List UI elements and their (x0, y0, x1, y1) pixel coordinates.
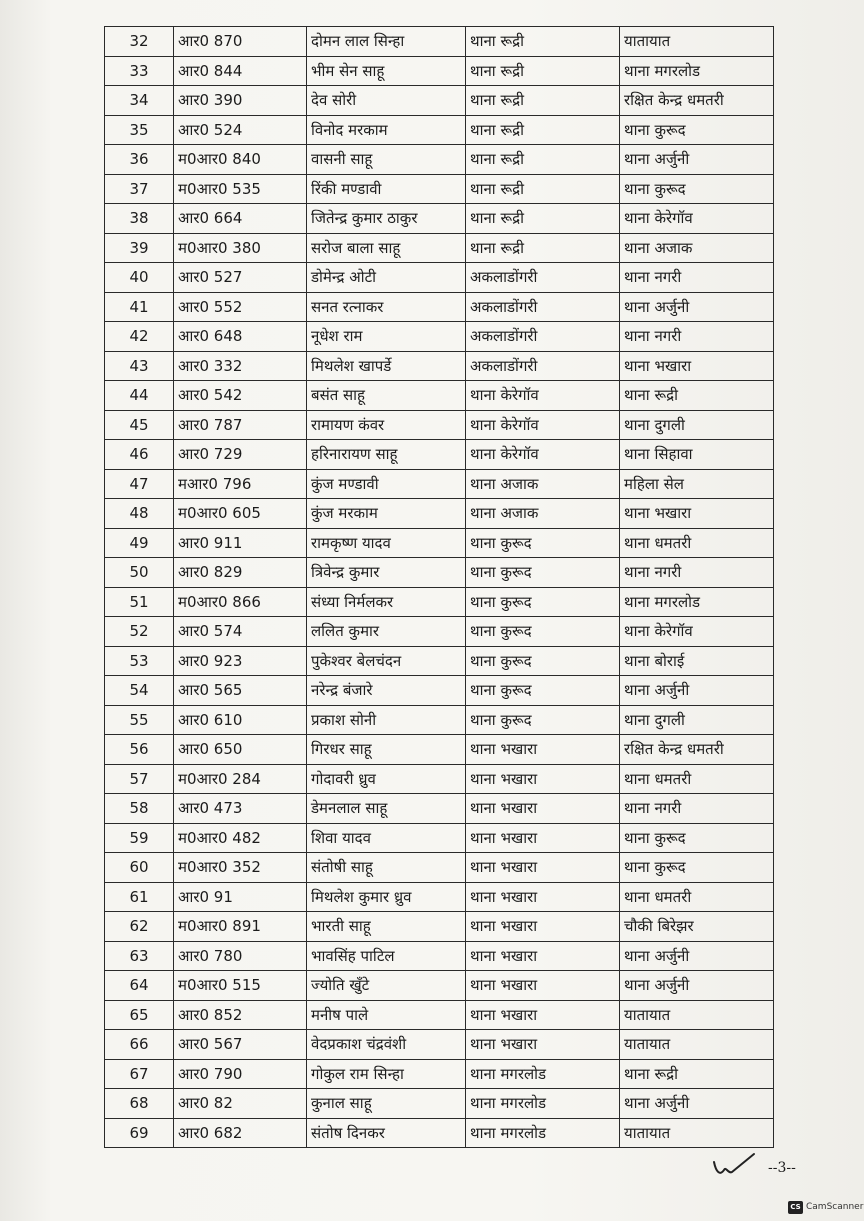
serial-number-cell: 50 (105, 558, 174, 588)
new-posting-cell: थाना भखारा (620, 499, 774, 529)
serial-number-cell: 35 (105, 115, 174, 145)
table-row (105, 27, 774, 57)
table-row (105, 971, 774, 1001)
employee-name-cell: संध्या निर्मलकर (307, 587, 466, 617)
employee-name-cell: डोमेन्द्र ओटी (307, 263, 466, 293)
employee-number-cell: आर0 91 (174, 882, 307, 912)
serial-number-cell: 55 (105, 705, 174, 735)
serial-number-cell: 59 (105, 823, 174, 853)
current-posting-cell: थाना रूद्री (466, 145, 620, 175)
new-posting-cell: थाना बोराई (620, 646, 774, 676)
table-row (105, 1059, 774, 1089)
employee-name-cell: भीम सेन साहू (307, 56, 466, 86)
current-posting-cell: थाना कुरूद (466, 646, 620, 676)
employee-name-cell: ज्योति खुँटे (307, 971, 466, 1001)
new-posting-cell: यातायात (620, 27, 774, 57)
employee-name-cell: शिवा यादव (307, 823, 466, 853)
table-row (105, 499, 774, 529)
serial-number-cell: 43 (105, 351, 174, 381)
current-posting-cell: थाना अजाक (466, 499, 620, 529)
current-posting-cell: थाना केरेगॉव (466, 381, 620, 411)
new-posting-cell: थाना अर्जुनी (620, 292, 774, 322)
new-posting-cell: यातायात (620, 1118, 774, 1148)
employee-name-cell: डेमनलाल साहू (307, 794, 466, 824)
new-posting-cell: थाना कुरूद (620, 115, 774, 145)
new-posting-cell: थाना नगरी (620, 322, 774, 352)
current-posting-cell: थाना रूद्री (466, 174, 620, 204)
employee-name-cell: रिंकी मण्डावी (307, 174, 466, 204)
current-posting-cell: थाना मगरलोड (466, 1089, 620, 1119)
employee-name-cell: गोकुल राम सिन्हा (307, 1059, 466, 1089)
serial-number-cell: 45 (105, 410, 174, 440)
employee-name-cell: रामकृष्ण यादव (307, 528, 466, 558)
employee-name-cell: देव सोरी (307, 86, 466, 116)
employee-number-cell: आर0 82 (174, 1089, 307, 1119)
current-posting-cell: थाना रूद्री (466, 204, 620, 234)
current-posting-cell: अकलाडोंगरी (466, 322, 620, 352)
employee-number-cell: म0आर0 535 (174, 174, 307, 204)
current-posting-cell: थाना भखारा (466, 912, 620, 942)
serial-number-cell: 56 (105, 735, 174, 765)
current-posting-cell: थाना कुरूद (466, 558, 620, 588)
serial-number-cell: 53 (105, 646, 174, 676)
new-posting-cell: थाना कुरूद (620, 823, 774, 853)
employee-number-cell: आर0 473 (174, 794, 307, 824)
current-posting-cell: थाना मगरलोड (466, 1059, 620, 1089)
serial-number-cell: 68 (105, 1089, 174, 1119)
table-row (105, 86, 774, 116)
current-posting-cell: थाना मगरलोड (466, 1118, 620, 1148)
employee-number-cell: म0आर0 891 (174, 912, 307, 942)
employee-name-cell: मनीष पाले (307, 1000, 466, 1030)
employee-number-cell: आर0 542 (174, 381, 307, 411)
table-row (105, 292, 774, 322)
new-posting-cell: थाना अर्जुनी (620, 941, 774, 971)
table-row (105, 794, 774, 824)
employee-name-cell: नूधेश राम (307, 322, 466, 352)
current-posting-cell: थाना कुरूद (466, 587, 620, 617)
table-row (105, 174, 774, 204)
current-posting-cell: थाना भखारा (466, 971, 620, 1001)
employee-number-cell: म0आर0 284 (174, 764, 307, 794)
new-posting-cell: थाना अर्जुनी (620, 145, 774, 175)
employee-number-cell: आर0 332 (174, 351, 307, 381)
employee-name-cell: कुनाल साहू (307, 1089, 466, 1119)
new-posting-cell: थाना अर्जुनी (620, 971, 774, 1001)
table-row (105, 1000, 774, 1030)
serial-number-cell: 37 (105, 174, 174, 204)
employee-name-cell: हरिनारायण साहू (307, 440, 466, 470)
new-posting-cell: महिला सेल (620, 469, 774, 499)
employee-number-cell: आर0 729 (174, 440, 307, 470)
serial-number-cell: 65 (105, 1000, 174, 1030)
current-posting-cell: थाना रूद्री (466, 233, 620, 263)
employee-name-cell: भारती साहू (307, 912, 466, 942)
serial-number-cell: 62 (105, 912, 174, 942)
transfer-table (104, 26, 774, 1148)
new-posting-cell: यातायात (620, 1000, 774, 1030)
table-row (105, 558, 774, 588)
table-row (105, 764, 774, 794)
employee-number-cell: आर0 852 (174, 1000, 307, 1030)
serial-number-cell: 47 (105, 469, 174, 499)
employee-name-cell: मिथलेश कुमार ध्रुव (307, 882, 466, 912)
employee-name-cell: सनत रत्नाकर (307, 292, 466, 322)
table-row (105, 528, 774, 558)
current-posting-cell: थाना कुरूद (466, 528, 620, 558)
employee-name-cell: बसंत साहू (307, 381, 466, 411)
serial-number-cell: 48 (105, 499, 174, 529)
employee-number-cell: आर0 787 (174, 410, 307, 440)
new-posting-cell: रक्षित केन्द्र धमतरी (620, 735, 774, 765)
serial-number-cell: 54 (105, 676, 174, 706)
employee-name-cell: विनोद मरकाम (307, 115, 466, 145)
employee-name-cell: गिरधर साहू (307, 735, 466, 765)
employee-number-cell: आर0 790 (174, 1059, 307, 1089)
employee-name-cell: पुकेश्वर बेलचंदन (307, 646, 466, 676)
table-row (105, 912, 774, 942)
current-posting-cell: अकलाडोंगरी (466, 351, 620, 381)
employee-name-cell: मिथलेश खापर्डे (307, 351, 466, 381)
table-row (105, 322, 774, 352)
employee-number-cell: मआर0 796 (174, 469, 307, 499)
serial-number-cell: 40 (105, 263, 174, 293)
serial-number-cell: 52 (105, 617, 174, 647)
new-posting-cell: थाना धमतरी (620, 882, 774, 912)
serial-number-cell: 46 (105, 440, 174, 470)
table-row (105, 676, 774, 706)
current-posting-cell: थाना केरेगॉव (466, 410, 620, 440)
camscanner-icon: CS (788, 1201, 803, 1214)
current-posting-cell: थाना भखारा (466, 882, 620, 912)
employee-number-cell: आर0 567 (174, 1030, 307, 1060)
current-posting-cell: थाना भखारा (466, 735, 620, 765)
table-row (105, 233, 774, 263)
table-row (105, 381, 774, 411)
serial-number-cell: 34 (105, 86, 174, 116)
employee-name-cell: त्रिवेन्द्र कुमार (307, 558, 466, 588)
employee-number-cell: म0आर0 515 (174, 971, 307, 1001)
employee-name-cell: संतोषी साहू (307, 853, 466, 883)
table-row (105, 440, 774, 470)
new-posting-cell: थाना रूद्री (620, 1059, 774, 1089)
current-posting-cell: थाना केरेगॉव (466, 440, 620, 470)
serial-number-cell: 63 (105, 941, 174, 971)
table-row (105, 263, 774, 293)
new-posting-cell: थाना धमतरी (620, 764, 774, 794)
employee-number-cell: आर0 844 (174, 56, 307, 86)
table-row (105, 351, 774, 381)
employee-name-cell: दोमन लाल सिन्हा (307, 27, 466, 57)
current-posting-cell: थाना रूद्री (466, 56, 620, 86)
serial-number-cell: 44 (105, 381, 174, 411)
new-posting-cell: थाना रूद्री (620, 381, 774, 411)
new-posting-cell: चौकी बिरेझर (620, 912, 774, 942)
table-row (105, 1118, 774, 1148)
table-row (105, 145, 774, 175)
employee-number-cell: आर0 911 (174, 528, 307, 558)
new-posting-cell: थाना अर्जुनी (620, 676, 774, 706)
employee-name-cell: कुंज मरकाम (307, 499, 466, 529)
table-row (105, 735, 774, 765)
employee-name-cell: रामायण कंवर (307, 410, 466, 440)
employee-number-cell: आर0 648 (174, 322, 307, 352)
employee-number-cell: म0आर0 482 (174, 823, 307, 853)
serial-number-cell: 42 (105, 322, 174, 352)
employee-number-cell: आर0 390 (174, 86, 307, 116)
employee-number-cell: आर0 664 (174, 204, 307, 234)
table-row (105, 410, 774, 440)
current-posting-cell: अकलाडोंगरी (466, 292, 620, 322)
serial-number-cell: 67 (105, 1059, 174, 1089)
employee-number-cell: आर0 565 (174, 676, 307, 706)
current-posting-cell: थाना भखारा (466, 1000, 620, 1030)
employee-number-cell: म0आर0 352 (174, 853, 307, 883)
employee-number-cell: आर0 870 (174, 27, 307, 57)
new-posting-cell: थाना नगरी (620, 263, 774, 293)
new-posting-cell: थाना दुगली (620, 705, 774, 735)
new-posting-cell: थाना कुरूद (620, 853, 774, 883)
employee-name-cell: गोदावरी ध्रुव (307, 764, 466, 794)
employee-number-cell: आर0 650 (174, 735, 307, 765)
signature-mark (710, 1148, 760, 1184)
serial-number-cell: 41 (105, 292, 174, 322)
current-posting-cell: थाना रूद्री (466, 27, 620, 57)
employee-number-cell: म0आर0 840 (174, 145, 307, 175)
table-row (105, 469, 774, 499)
table-row (105, 853, 774, 883)
table-row (105, 115, 774, 145)
current-posting-cell: थाना भखारा (466, 764, 620, 794)
current-posting-cell: थाना कुरूद (466, 705, 620, 735)
serial-number-cell: 32 (105, 27, 174, 57)
employee-number-cell: आर0 574 (174, 617, 307, 647)
employee-number-cell: म0आर0 605 (174, 499, 307, 529)
new-posting-cell: थाना भखारा (620, 351, 774, 381)
serial-number-cell: 36 (105, 145, 174, 175)
current-posting-cell: थाना भखारा (466, 794, 620, 824)
employee-name-cell: जितेन्द्र कुमार ठाकुर (307, 204, 466, 234)
new-posting-cell: थाना सिहावा (620, 440, 774, 470)
employee-number-cell: आर0 829 (174, 558, 307, 588)
table-row (105, 56, 774, 86)
new-posting-cell: थाना अर्जुनी (620, 1089, 774, 1119)
new-posting-cell: थाना मगरलोड (620, 56, 774, 86)
new-posting-cell: यातायात (620, 1030, 774, 1060)
table-row (105, 1089, 774, 1119)
employee-name-cell: कुंज मण्डावी (307, 469, 466, 499)
employee-number-cell: म0आर0 380 (174, 233, 307, 263)
page-number: --3-- (768, 1160, 796, 1176)
scanner-watermark (788, 1199, 863, 1215)
table-row (105, 941, 774, 971)
employee-name-cell: नरेन्द्र बंजारे (307, 676, 466, 706)
serial-number-cell: 58 (105, 794, 174, 824)
employee-name-cell: वासनी साहू (307, 145, 466, 175)
current-posting-cell: थाना रूद्री (466, 86, 620, 116)
table-row (105, 204, 774, 234)
table-row (105, 1030, 774, 1060)
employee-number-cell: आर0 524 (174, 115, 307, 145)
table-body (105, 27, 774, 1148)
employee-number-cell: आर0 923 (174, 646, 307, 676)
employee-number-cell: आर0 682 (174, 1118, 307, 1148)
employee-name-cell: वेदप्रकाश चंद्रवंशी (307, 1030, 466, 1060)
new-posting-cell: थाना कुरूद (620, 174, 774, 204)
table-row (105, 882, 774, 912)
current-posting-cell: थाना अजाक (466, 469, 620, 499)
new-posting-cell: थाना धमतरी (620, 528, 774, 558)
current-posting-cell: थाना भखारा (466, 941, 620, 971)
serial-number-cell: 69 (105, 1118, 174, 1148)
serial-number-cell: 51 (105, 587, 174, 617)
current-posting-cell: थाना भखारा (466, 823, 620, 853)
current-posting-cell: थाना भखारा (466, 853, 620, 883)
current-posting-cell: अकलाडोंगरी (466, 263, 620, 293)
employee-number-cell: आर0 610 (174, 705, 307, 735)
employee-name-cell: प्रकाश सोनी (307, 705, 466, 735)
table-row (105, 705, 774, 735)
table-row (105, 587, 774, 617)
current-posting-cell: थाना कुरूद (466, 676, 620, 706)
serial-number-cell: 49 (105, 528, 174, 558)
current-posting-cell: थाना भखारा (466, 1030, 620, 1060)
serial-number-cell: 60 (105, 853, 174, 883)
serial-number-cell: 61 (105, 882, 174, 912)
employee-number-cell: आर0 552 (174, 292, 307, 322)
employee-name-cell: भावसिंह पाटिल (307, 941, 466, 971)
current-posting-cell: थाना कुरूद (466, 617, 620, 647)
current-posting-cell: थाना रूद्री (466, 115, 620, 145)
scanner-label: CamScanner (806, 1202, 864, 1212)
employee-number-cell: आर0 780 (174, 941, 307, 971)
employee-name-cell: संतोष दिनकर (307, 1118, 466, 1148)
new-posting-cell: रक्षित केन्द्र धमतरी (620, 86, 774, 116)
table-row (105, 617, 774, 647)
table-row (105, 823, 774, 853)
employee-name-cell: ललित कुमार (307, 617, 466, 647)
serial-number-cell: 66 (105, 1030, 174, 1060)
new-posting-cell: थाना केरेगॉव (620, 204, 774, 234)
employee-number-cell: म0आर0 866 (174, 587, 307, 617)
new-posting-cell: थाना नगरी (620, 794, 774, 824)
new-posting-cell: थाना केरेगॉव (620, 617, 774, 647)
employee-name-cell: सरोज बाला साहू (307, 233, 466, 263)
serial-number-cell: 39 (105, 233, 174, 263)
new-posting-cell: थाना नगरी (620, 558, 774, 588)
serial-number-cell: 33 (105, 56, 174, 86)
new-posting-cell: थाना दुगली (620, 410, 774, 440)
table-row (105, 646, 774, 676)
employee-number-cell: आर0 527 (174, 263, 307, 293)
new-posting-cell: थाना मगरलोड (620, 587, 774, 617)
serial-number-cell: 57 (105, 764, 174, 794)
serial-number-cell: 64 (105, 971, 174, 1001)
serial-number-cell: 38 (105, 204, 174, 234)
new-posting-cell: थाना अजाक (620, 233, 774, 263)
